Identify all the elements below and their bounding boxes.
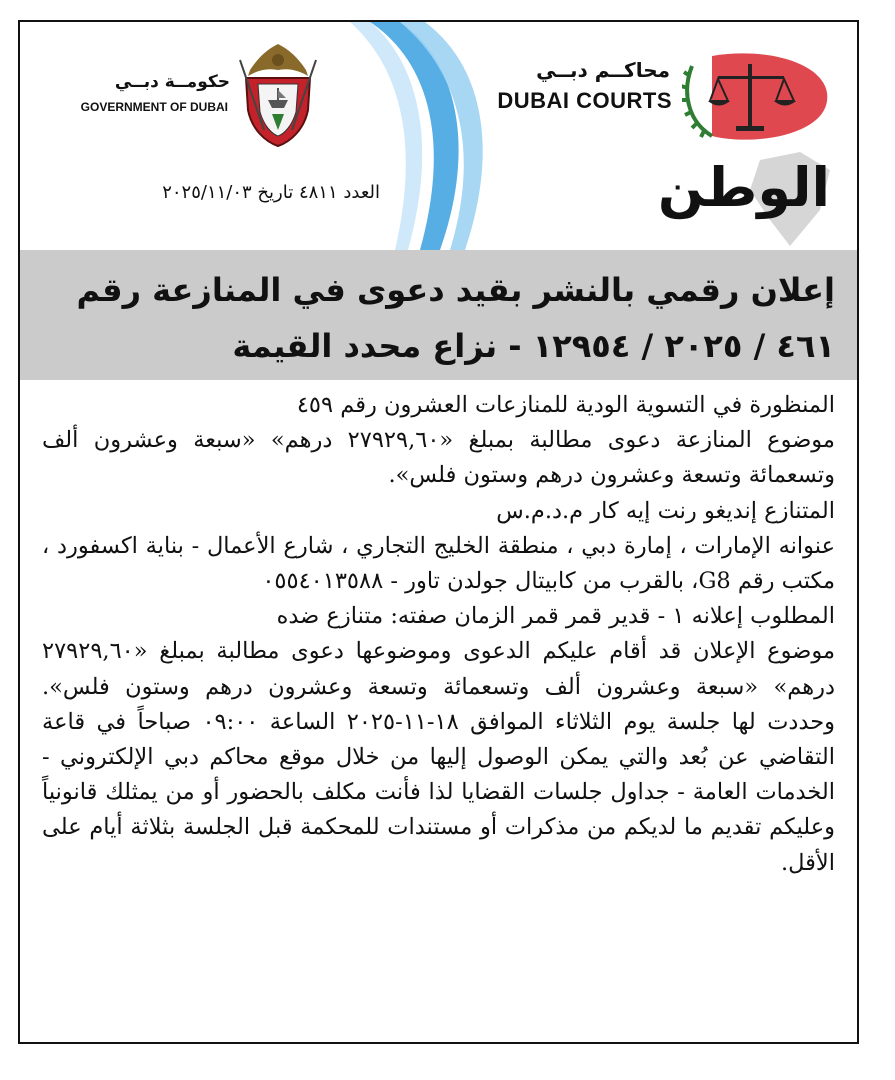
courts-name-english: DUBAI COURTS — [497, 88, 672, 113]
notice-title-line-1: إعلان رقمي بالنشر بقيد دعوى في المنازعة رقم — [76, 271, 835, 309]
notice-frame — [18, 20, 859, 1044]
body-paragraph: عنوانه الإمارات ، إمارة دبي ، منطقة الخليج التجاري ، شارع الأعمال - بناية اكسفورد ، مكتب رقم G8، بالقرب من كابيتال جولدن تاور - ٠٥٥٤٠١٣٥٨٨ — [42, 532, 835, 595]
government-name-arabic: حكومــة دبــي — [114, 72, 230, 92]
notice-body — [42, 388, 835, 881]
dubai-emblem-icon — [228, 40, 328, 150]
newspaper-masthead: الوطن — [657, 156, 830, 219]
courts-name-arabic: محاكــم دبــي — [536, 58, 670, 82]
government-name-english: GOVERNMENT OF DUBAI — [80, 100, 228, 114]
scales-of-justice-icon — [682, 46, 832, 146]
notice-header — [20, 22, 857, 250]
notice-title-band — [20, 250, 857, 380]
blue-swoosh-decoration — [340, 22, 500, 250]
body-paragraph: المنظورة في التسوية الودية للمنازعات العشرون رقم ٤٥٩ — [296, 392, 835, 418]
body-paragraph: موضوع المنازعة دعوى مطالبة بمبلغ «٢٧٩٢٩,٦٠ درهم» «سبعة وعشرون ألف وتسعمائة وتسعة وعشرون درهم وستون فلس». — [42, 427, 835, 489]
body-paragraph: المتنازع إنديغو رنت إيه كار م.د.م.س — [496, 497, 835, 524]
body-paragraph: موضوع الإعلان قد أقام عليكم الدعوى وموضوعها دعوى مطالبة بمبلغ «٢٧٩٢٩,٦٠ درهم» «سبعة وعشرون ألف وتسعمائة وتسعة وعشرون درهم وستون فلس». وحددت لها جلسة يوم الثلاثاء الموافق ١٨-١١-٢٠٢٥ الساعة ٠٩:٠٠ صباحاً في قاعة التقاضي عن بُعد والتي يمكن الوصول إليها من خلال موقع محاكم دبي الإلكتروني - الخدمات العامة - جداول جلسات القضايا لذا فأنت مكلف بالحضور أو من يمثلك قانونياً وعليكم تقديم ما لديكم من مذكرات أو مستندات للمحكمة قبل الجلسة بثلاثة أيام على الأقل. — [42, 638, 835, 876]
body-paragraph: المطلوب إعلانه ١ - قدير قمر قمر الزمان صفته: متنازع ضده — [276, 603, 835, 630]
notice-title-line-2: ٤٦١ / ٢٠٢٥ / ١٢٩٥٤ - نزاع محدد القيمة — [232, 327, 835, 365]
issue-number-date: العدد ٤٨١١ تاريخ ٢٠٢٥/١١/٠٣ — [162, 182, 380, 203]
